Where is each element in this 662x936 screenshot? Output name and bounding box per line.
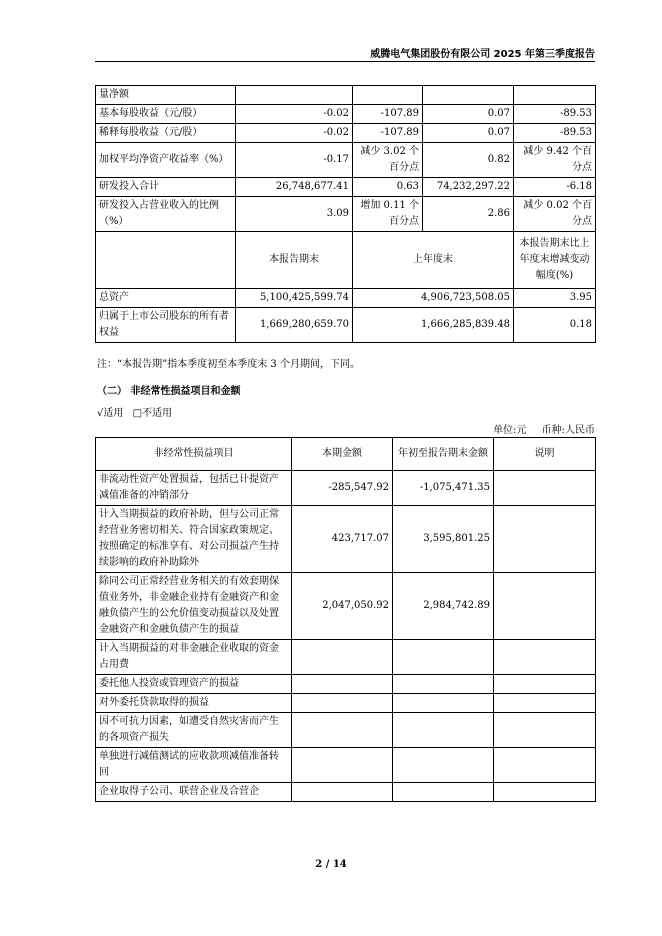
table-row: [96, 178, 596, 197]
row-label: 计入当期损益的对非金融企业收取的资金占用费: [96, 640, 292, 675]
table-cell: [494, 783, 596, 802]
table-cell: [494, 640, 596, 675]
table-row: [96, 105, 596, 124]
table-cell: [494, 506, 596, 573]
table-cell: 增加 0.11 个百分点: [353, 197, 423, 232]
table-cell: -107.89: [353, 105, 423, 124]
table-cell: -0.02: [236, 124, 353, 143]
applicability-options: [97, 404, 172, 419]
row-label: 加权平均净资产收益率（%）: [96, 143, 236, 178]
table-cell: 0.18: [514, 308, 596, 343]
table-cell: [96, 232, 236, 289]
table-cell: 1,669,280,659.70: [236, 308, 353, 343]
row-label: 因不可抗力因素，如遭受自然灾害而产生的各项资产损失: [96, 713, 292, 748]
table-cell: 4,906,723,508.05: [353, 289, 514, 308]
row-label: 研发投入占营业收入的比例（%）: [96, 197, 236, 232]
table-cell: [292, 748, 393, 783]
column-header: 本报告期末比上年度末增减变动幅度(%): [514, 232, 596, 289]
table-cell: [393, 640, 494, 675]
row-label: 非流动性资产处置损益，包括已计提资产减值准备的冲销部分: [96, 471, 292, 506]
table-cell: [292, 675, 393, 694]
table-cell: [292, 640, 393, 675]
page-header-title: 威腾电气集团股份有限公司 2025 年第三季度报告: [370, 49, 595, 60]
table-cell: -6.18: [514, 178, 596, 197]
table-header-row: [96, 438, 596, 471]
table-cell: [292, 694, 393, 713]
table-cell: [353, 86, 423, 105]
table-cell: [393, 675, 494, 694]
table-cell: 2.86: [423, 197, 514, 232]
table-cell: [494, 471, 596, 506]
table-row: [96, 86, 596, 105]
row-label: 对外委托贷款取得的损益: [96, 694, 292, 713]
unit-line: [95, 421, 595, 436]
table-cell: 26,748,677.41: [236, 178, 353, 197]
table-row: [96, 471, 596, 506]
currency-label: 币种:人民币: [541, 425, 595, 436]
not-applicable-option: □不适用: [132, 408, 173, 419]
table-cell: 0.07: [423, 105, 514, 124]
table-cell: 0.63: [353, 178, 423, 197]
table-cell: -89.53: [514, 124, 596, 143]
unit-label: 单位:元: [493, 425, 527, 436]
table-row: [96, 694, 596, 713]
column-header: 本报告期末: [236, 232, 353, 289]
non-recurring-items-table: [95, 437, 596, 802]
table-cell: 减少 0.02 个百分点: [514, 197, 596, 232]
table-cell: [393, 783, 494, 802]
table-cell: [423, 86, 514, 105]
table-row: [96, 783, 596, 802]
table-row: [96, 675, 596, 694]
row-label: 总资产: [96, 289, 236, 308]
table-cell: -0.02: [236, 105, 353, 124]
table-cell: [494, 573, 596, 640]
table-note: 注：“本报告期”指本季度初至本季度末 3 个月期间，下同。: [97, 359, 360, 370]
section-title: （二） 非经常性损益项目和金额: [97, 386, 241, 397]
table-row: [96, 748, 596, 783]
row-label: 研发投入合计: [96, 178, 236, 197]
column-header: 说明: [494, 438, 596, 471]
row-label: 除同公司正常经营业务相关的有效套期保值业务外，非金融企业持有金融资产和金融负债产生的公允价值变动损益以及处置金融资产和金融负债产生的损益: [96, 573, 292, 640]
table-cell: [292, 713, 393, 748]
table-cell: -89.53: [514, 105, 596, 124]
table-cell: -1,075,471.35: [393, 471, 494, 506]
table-cell: [393, 713, 494, 748]
table-cell: 1,666,285,839.48: [353, 308, 514, 343]
table-cell: [236, 86, 353, 105]
table-cell: [393, 694, 494, 713]
table-row: [96, 289, 596, 308]
table-cell: [494, 748, 596, 783]
header-rule: [95, 61, 595, 62]
table-cell: 0.07: [423, 124, 514, 143]
table-cell: [292, 783, 393, 802]
table-cell: 减少 9.42 个百分点: [514, 143, 596, 178]
table-cell: 0.82: [423, 143, 514, 178]
table-row: [96, 124, 596, 143]
table-cell: [494, 675, 596, 694]
row-label: 稀释每股收益（元/股）: [96, 124, 236, 143]
row-label: 归属于上市公司股东的所有者权益: [96, 308, 236, 343]
row-label: 企业取得子公司、联营企业及合营企: [96, 783, 292, 802]
column-header: 上年度末: [353, 232, 514, 289]
table-cell: 2,984,742.89: [393, 573, 494, 640]
row-label: 委托他人投资或管理资产的损益: [96, 675, 292, 694]
table-cell: -107.89: [353, 124, 423, 143]
row-label: 基本每股收益（元/股）: [96, 105, 236, 124]
applicable-option: √适用: [97, 408, 124, 419]
table-cell: -285,547.92: [292, 471, 393, 506]
table-cell: 2,047,050.92: [292, 573, 393, 640]
column-header: 年初至报告期末金额: [393, 438, 494, 471]
financial-indicators-table: [95, 85, 596, 343]
table-cell: 3,595,801.25: [393, 506, 494, 573]
table-cell: [494, 694, 596, 713]
table-cell: [393, 748, 494, 783]
table-cell: 423,717.07: [292, 506, 393, 573]
table-cell: 3.95: [514, 289, 596, 308]
column-header: 非经常性损益项目: [96, 438, 292, 471]
table-row: [96, 640, 596, 675]
table-subheader-row: [96, 232, 596, 289]
table-row: [96, 713, 596, 748]
table-cell: [514, 86, 596, 105]
table-row: [96, 506, 596, 573]
table-cell: 3.09: [236, 197, 353, 232]
row-label: 计入当期损益的政府补助，但与公司正常经营业务密切相关、符合国家政策规定、按照确定的标准享有、对公司损益产生持续影响的政府补助除外: [96, 506, 292, 573]
table-cell: -0.17: [236, 143, 353, 178]
table-cell: 减少 3.02 个百分点: [353, 143, 423, 178]
table-cell: 74,232,297.22: [423, 178, 514, 197]
table-row: [96, 573, 596, 640]
table-cell: [494, 713, 596, 748]
table-row: [96, 308, 596, 343]
row-label: 单独进行减值测试的应收款项减值准备转回: [96, 748, 292, 783]
table-row: [96, 143, 596, 178]
row-label: 量净额: [96, 86, 236, 105]
table-cell: 5,100,425,599.74: [236, 289, 353, 308]
table-row: [96, 197, 596, 232]
column-header: 本期金额: [292, 438, 393, 471]
page-number: 2 / 14: [315, 859, 347, 870]
